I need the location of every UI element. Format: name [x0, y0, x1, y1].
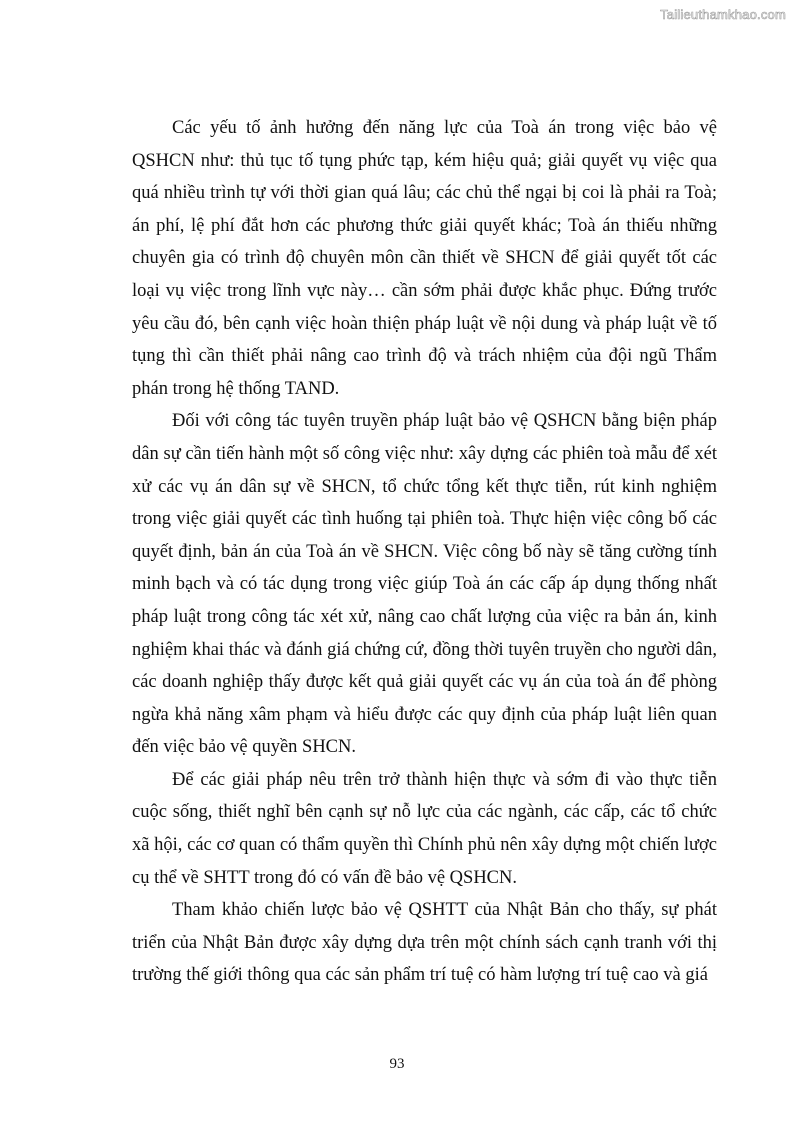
paragraph-2: Đối với công tác tuyên truyền pháp luật bảo vệ QSHCN bằng biện pháp dân sự cần tiến hành một số công việc như: xây dựng các phiên toà mẫu để xét xử các vụ án dân sự về SHCN, tổ chức tổng kết thực tiễn, rút kinh nghiệm trong việc giải quyết các tình huống tại phiên toà. Thực hiện việc công bố các quyết định, bản án của Toà án về SHCN. Việc công bố này sẽ tăng cường tính minh bạch và có tác dụng trong việc giúp Toà án các cấp áp dụng thống nhất pháp luật trong công tác xét xử, nâng cao chất lượng của việc ra bản án, kinh nghiệm khai thác và đánh giá chứng cứ, đồng thời tuyên truyền cho người dân, các doanh nghiệp thấy được kết quả giải quyết các vụ án của toà án để phòng ngừa khả năng xâm phạm và hiểu được các quy định của pháp luật liên quan đến việc bảo vệ quyền SHCN.	[132, 411, 717, 758]
document-body	[132, 112, 717, 992]
page-number: 93	[389, 1056, 405, 1072]
paragraph-1: Các yếu tố ảnh hưởng đến năng lực của Toà án trong việc bảo vệ QSHCN như: thủ tục tố tụng phức tạp, kém hiệu quả; giải quyết vụ việc qua quá nhiều trình tự với thời gian quá lâu; các chủ thể ngại bị coi là phải ra Toà; án phí, lệ phí đắt hơn các phương thức giải quyết khác; Toà án thiếu những chuyên gia có trình độ chuyên môn cần thiết về SHCN để giải quyết tốt các loại vụ việc trong lĩnh vực này… cần sớm phải được khắc phục. Đứng trước yêu cầu đó, bên cạnh việc hoàn thiện pháp luật về nội dung và pháp luật về tố tụng thì cần thiết phải nâng cao trình độ và trách nhiệm của đội ngũ Thẩm phán trong hệ thống TAND.	[132, 118, 717, 399]
paragraph-3: Để các giải pháp nêu trên trở thành hiện thực và sớm đi vào thực tiễn cuộc sống, thiết nghĩ bên cạnh sự nỗ lực của các ngành, các cấp, các tổ chức xã hội, các cơ quan có thẩm quyền thì Chính phủ nên xây dựng một chiến lược cụ thể về SHTT trong đó có vấn đề bảo vệ QSHCN.	[132, 769, 717, 888]
paragraph-4: Tham khảo chiến lược bảo vệ QSHTT của Nhật Bản cho thấy, sự phát triển của Nhật Bản được xây dựng dựa trên một chính sách cạnh tranh với thị trường thế giới thông qua các sản phẩm trí tuệ có hàm lượng trí tuệ cao và giá	[132, 900, 717, 986]
watermark-text: Tailieuthamkhao.com	[660, 7, 786, 22]
